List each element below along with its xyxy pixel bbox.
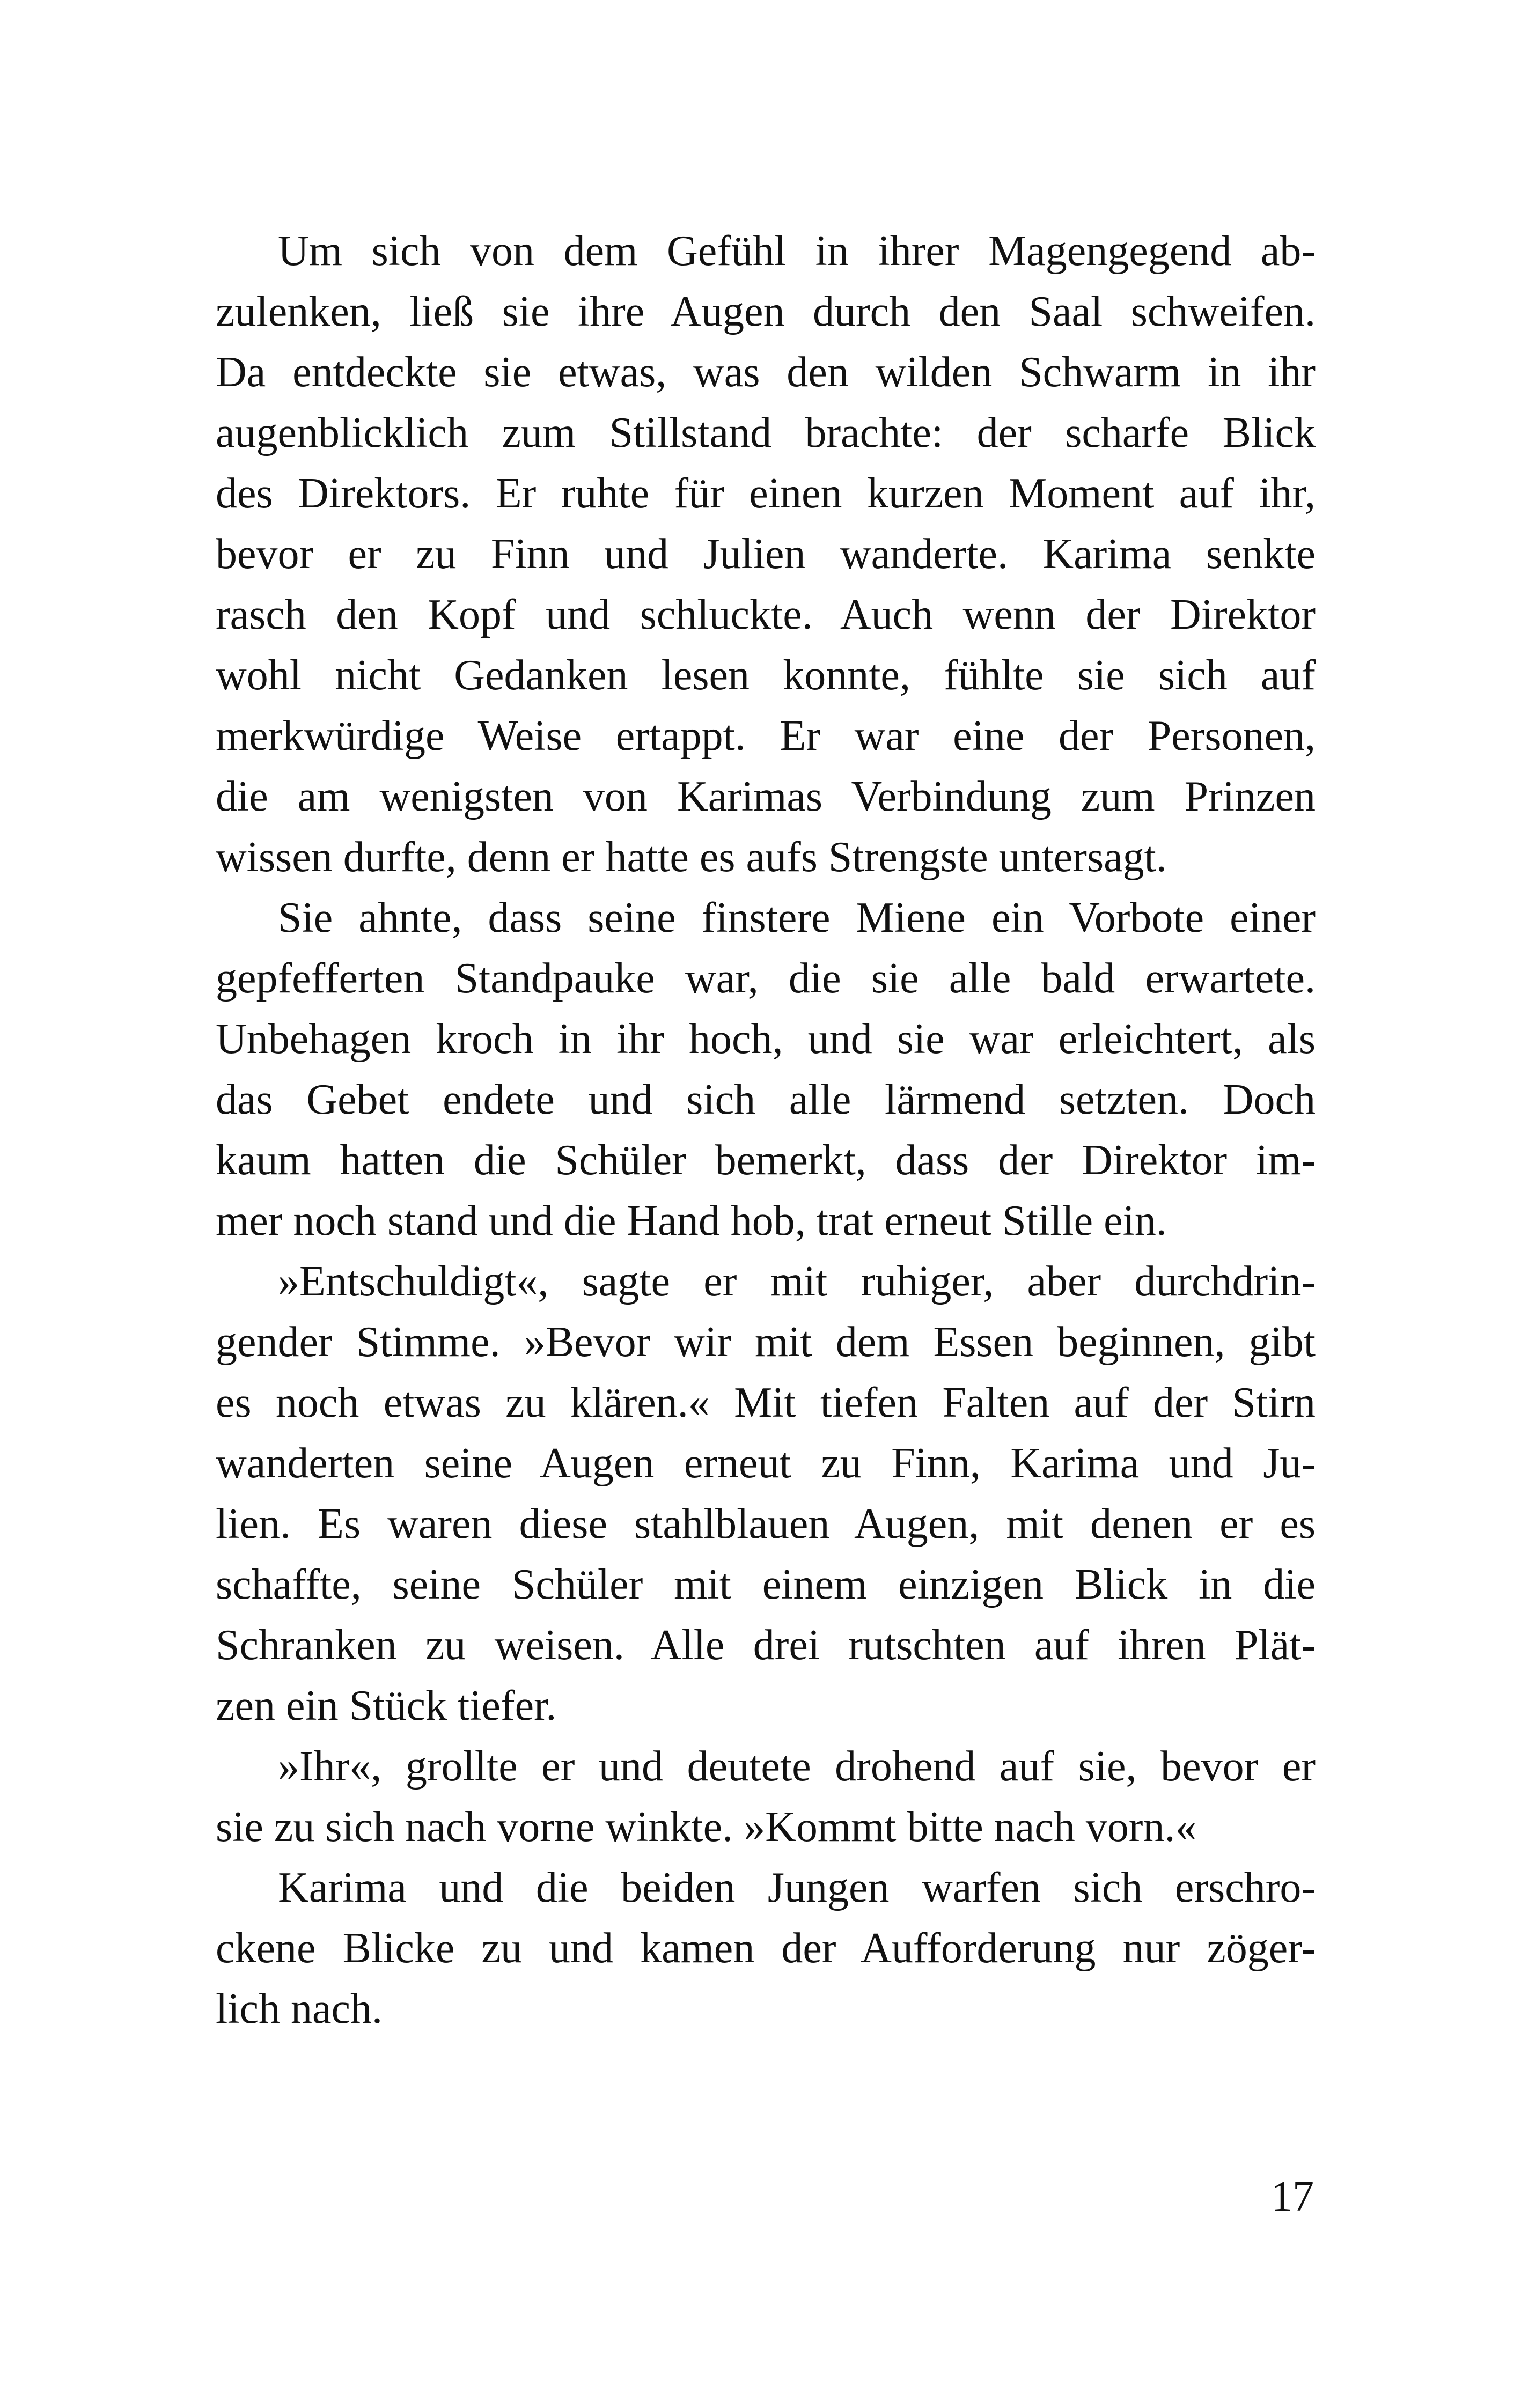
- text-line: wanderten seine Augen erneut zu Finn, Karima und Ju-: [216, 1440, 1316, 1487]
- body-text: [216, 221, 1316, 2039]
- text-line: sie zu sich nach vorne winkte. »Kommt bitte nach vorn.«: [216, 1803, 1197, 1851]
- text-line: Karima und die beiden Jungen warfen sich erschro-: [278, 1864, 1316, 1911]
- text-line: zulenken, ließ sie ihre Augen durch den Saal schweifen.: [216, 288, 1316, 335]
- text-line: Da entdeckte sie etwas, was den wilden Schwarm in ihr: [216, 349, 1316, 396]
- text-line: es noch etwas zu klären.« Mit tiefen Falten auf der Stirn: [216, 1379, 1316, 1426]
- text-line: die am wenigsten von Karimas Verbindung zum Prinzen: [216, 773, 1316, 820]
- text-line: ckene Blicke zu und kamen der Aufforderung nur zöger-: [216, 1925, 1316, 1972]
- page-number: 17: [1271, 2173, 1314, 2220]
- text-line: lien. Es waren diese stahlblauen Augen, mit denen er es: [216, 1500, 1316, 1548]
- text-line: augenblicklich zum Stillstand brachte: der scharfe Blick: [216, 409, 1316, 456]
- text-line: bevor er zu Finn und Julien wanderte. Karima senkte: [216, 531, 1316, 578]
- text-line: Unbehagen kroch in ihr hoch, und sie war erleichtert, als: [216, 1015, 1316, 1063]
- text-line: zen ein Stück tiefer.: [216, 1682, 557, 1729]
- text-line: gender Stimme. »Bevor wir mit dem Essen beginnen, gibt: [216, 1319, 1316, 1366]
- text-line: mer noch stand und die Hand hob, trat erneut Stille ein.: [216, 1197, 1167, 1244]
- text-line: lich nach.: [216, 1985, 383, 2033]
- text-line: »Ihr«, grollte er und deutete drohend auf sie, bevor er: [278, 1743, 1316, 1790]
- text-line: Um sich von dem Gefühl in ihrer Magengegend ab-: [278, 227, 1316, 275]
- text-line: des Direktors. Er ruhte für einen kurzen Moment auf ihr,: [216, 470, 1316, 517]
- text-line: rasch den Kopf und schluckte. Auch wenn der Direktor: [216, 591, 1316, 638]
- text-line: »Entschuldigt«, sagte er mit ruhiger, aber durchdrin-: [278, 1258, 1316, 1305]
- text-line: Schranken zu weisen. Alle drei rutschten auf ihren Plät-: [216, 1622, 1316, 1669]
- text-line: schaffte, seine Schüler mit einem einzigen Blick in die: [216, 1561, 1316, 1608]
- text-line: merkwürdige Weise ertappt. Er war eine der Personen,: [216, 712, 1316, 760]
- text-line: Sie ahnte, dass seine finstere Miene ein Vorbote einer: [278, 894, 1316, 941]
- text-line: wissen durfte, denn er hatte es aufs Strengste untersagt.: [216, 834, 1167, 881]
- text-line: kaum hatten die Schüler bemerkt, dass der Direktor im-: [216, 1137, 1316, 1184]
- text-line: das Gebet endete und sich alle lärmend setzten. Doch: [216, 1076, 1316, 1123]
- text-line: wohl nicht Gedanken lesen konnte, fühlte sie sich auf: [216, 652, 1316, 699]
- text-line: gepfefferten Standpauke war, die sie alle bald erwartete.: [216, 955, 1316, 1002]
